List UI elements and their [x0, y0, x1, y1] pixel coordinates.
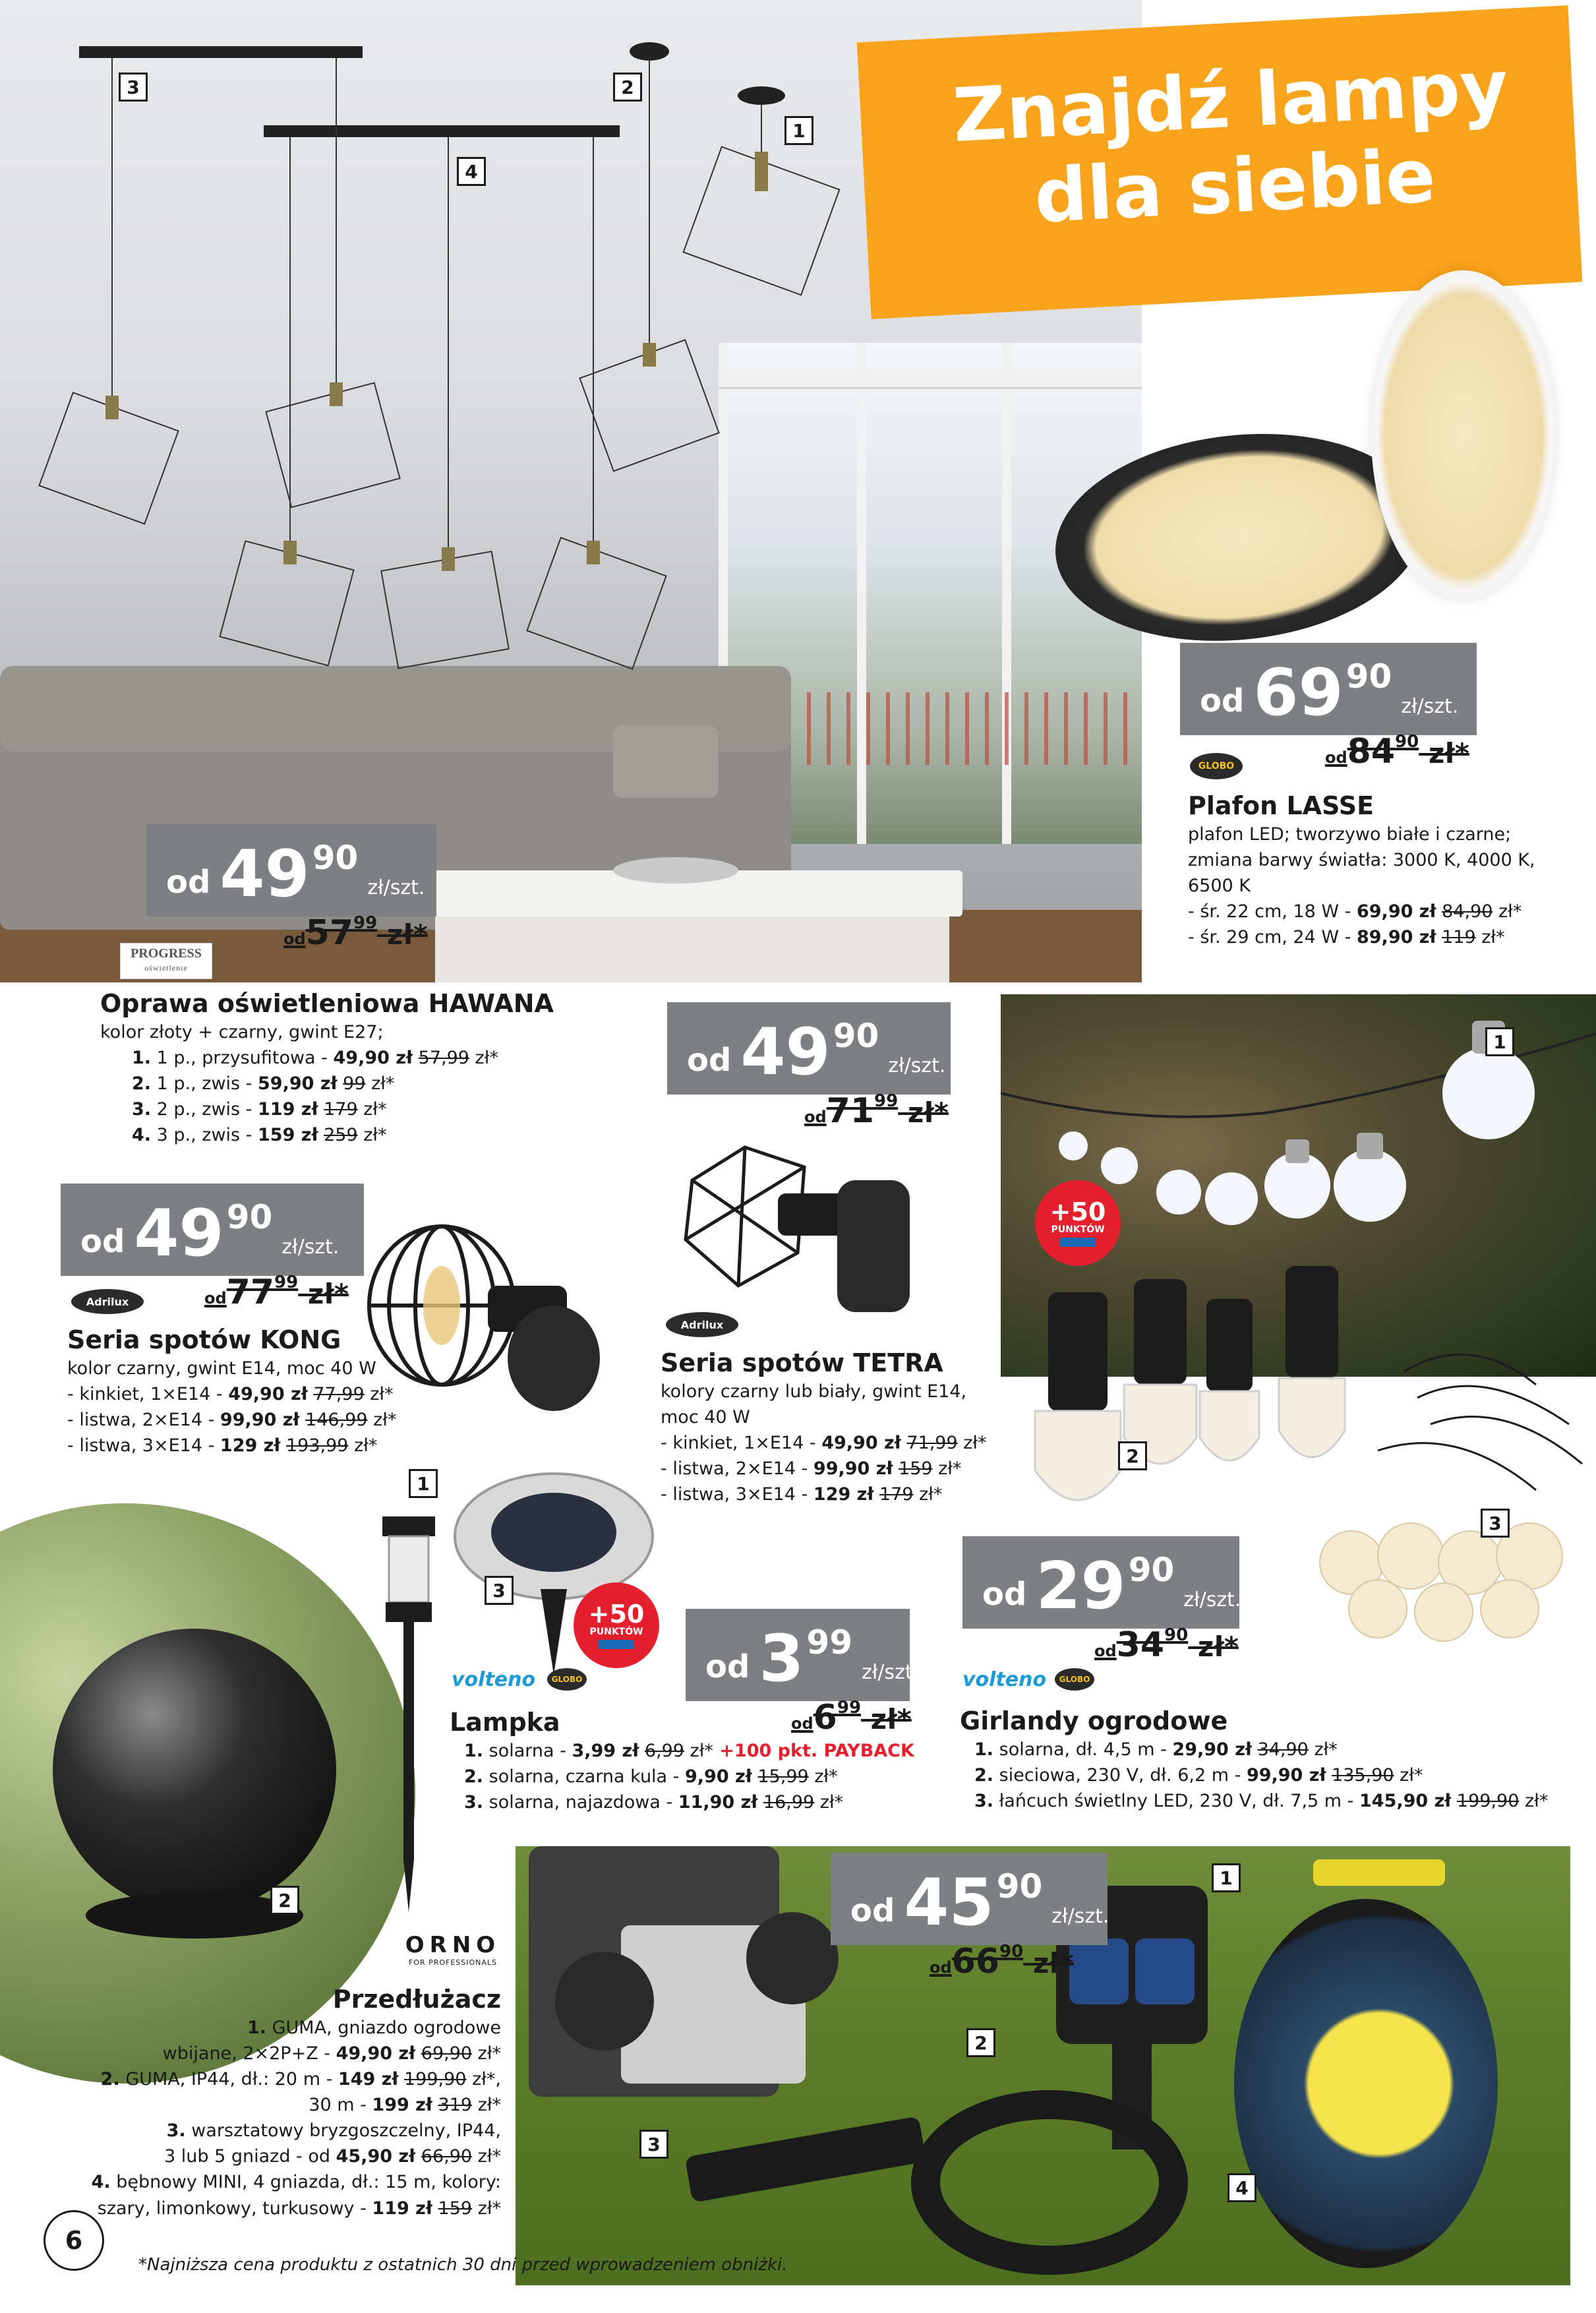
lampka-number-2: 2: [270, 1886, 299, 1915]
kong-title: Seria spotów KONG: [67, 1325, 341, 1354]
lamp-number-4: 4: [457, 157, 486, 186]
przedluzacz-line-1: 1. GUMA, gniazdo ogrodowe: [247, 2017, 501, 2038]
footer-note: *Najniższa cena produktu z ostatnich 30 dni przed wprowadzeniem obniżki.: [138, 2255, 788, 2275]
points-badge-lampka: +50 PUNKTÓW: [574, 1582, 659, 1668]
kong-item-3: - listwa, 3×E14 - 129 zł 193,99 zł*: [67, 1435, 378, 1457]
globo-logo: GLOBO: [1190, 753, 1243, 779]
girlandy-item-2: 2. sieciowa, 230 V, dł. 6,2 m - 99,90 zł 135,90 zł*: [974, 1764, 1423, 1786]
przedluzacz-line-6: 3 lub 5 gniazd - od 45,90 zł 66,90 zł*: [164, 2146, 501, 2167]
girlanda-number-3: 3: [1481, 1509, 1510, 1538]
tetra-price-tag: od 49 90 zł/szt.: [667, 1002, 951, 1095]
cord-number-3: 3: [639, 2130, 668, 2159]
kong-item-1: - kinkiet, 1×E14 - 49,90 zł 77,99 zł*: [67, 1383, 394, 1404]
przedluzacz-line-5: 3. warsztatowy bryzgoszczelny, IP44,: [166, 2120, 501, 2142]
kong-price-tag: od 49 90 zł/szt.: [61, 1184, 364, 1276]
hawana-old-price: $od57^{99}$ zł*: [283, 913, 428, 953]
hawana-price-tag: od 49 90 zł/szt.: [146, 824, 436, 916]
price-unit: zł/szt.: [1401, 695, 1459, 718]
tetra-info: [661, 1348, 1017, 1507]
points-badge-girlandy: +50 PUNKTÓW: [1035, 1180, 1121, 1266]
adrilux-logo: Adrilux: [71, 1289, 144, 1314]
przedluzacz-title: Przedłużacz: [332, 1985, 501, 2014]
hawana-item-1: 1. 1 p., przysufitowa - 49,90 zł 57,99 zł*: [132, 1047, 498, 1068]
tetra-spot-image: [666, 1121, 943, 1332]
volteno-logo-girlandy: volteno: [962, 1668, 1047, 1691]
tetra-item-2: - listwa, 2×E14 - 99,90 zł 159 zł*: [661, 1458, 962, 1480]
lampka-item-1: 1. solarna - 3,99 zł 6,99 zł* +100 pkt. PAYBACK: [464, 1740, 914, 1761]
przedluzacz-line-8: szary, limonkowy, turkusowy - 119 zł 159 zł*: [97, 2198, 501, 2219]
plafon-info: [1188, 791, 1583, 950]
kong-info: [67, 1325, 436, 1458]
hawana-item-2: 2. 1 p., zwis - 59,90 zł 99 zł*: [132, 1073, 395, 1094]
hawana-info: [100, 989, 628, 1148]
power-strip: [685, 2116, 927, 2202]
lampka-item-3: 3. solarna, najazdowa - 11,90 zł 16,99 zł*: [464, 1791, 844, 1813]
globo-logo-girlandy: GLOBO: [1055, 1668, 1094, 1691]
volteno-logo-lampka: volteno: [452, 1668, 536, 1691]
lampka-title: Lampka: [450, 1708, 560, 1737]
lamp-number-2: 2: [613, 73, 642, 102]
girlandy-old-price: $od34^{90}$ zł*: [1094, 1625, 1239, 1665]
page-number: 6: [44, 2210, 104, 2271]
przedluzacz-line-2: wbijane, 2×2P+Z - 49,90 zł 69,90 zł*: [162, 2043, 501, 2064]
tetra-title: Seria spotów TETRA: [661, 1348, 943, 1377]
tetra-desc-2: moc 40 W: [661, 1406, 750, 1427]
lampka-price-tag: od 3 99 zł/szt.: [686, 1609, 910, 1701]
header-line-2: dla siebie: [1032, 133, 1438, 240]
orno-logo: ORNO FOR PROFESSIONALS: [405, 1932, 501, 1967]
girlanda-number-2: 2: [1118, 1441, 1147, 1470]
plafon-variant-1: - śr. 22 cm, 18 W - 69,90 zł 84,90 zł*: [1188, 901, 1522, 922]
header-title: [906, 43, 1560, 247]
przedluzacz-price-tag: od 45 90 zł/szt.: [831, 1853, 1108, 1945]
lampka-number-1: 1: [409, 1469, 438, 1498]
przedluzacz-line-4: 30 m - 199 zł 319 zł*: [309, 2095, 501, 2116]
price-od: od: [1200, 682, 1245, 719]
plafon-desc-1: plafon LED; tworzywo białe i czarne;: [1188, 824, 1512, 845]
girlandy-info: [960, 1706, 1596, 1814]
hawana-desc: kolor złoty + czarny, gwint E27;: [100, 1021, 384, 1042]
hawana-item-3: 3. 2 p., zwis - 119 zł 179 zł*: [132, 1099, 387, 1120]
lampka-old-price: $od6^{99}$ zł*: [791, 1698, 912, 1737]
cord-number-4: 4: [1227, 2173, 1256, 2202]
przedluzacz-line-7: 4. bębnowy MINI, 4 gniazda, dł.: 15 m, kolory:: [91, 2172, 501, 2193]
progress-logo: PROGRESS oświetlenie: [120, 943, 212, 979]
adrilux-logo-tetra: Adrilux: [666, 1312, 738, 1337]
solar-sphere: [53, 1629, 336, 1912]
girlanda-number-1: 1: [1485, 1027, 1514, 1056]
globo-logo-lampka: GLOBO: [547, 1668, 587, 1691]
plafon-price-tag: [1180, 643, 1477, 735]
kong-item-2: - listwa, 2×E14 - 99,90 zł 146,99 zł*: [67, 1409, 397, 1430]
tetra-item-1: - kinkiet, 1×E14 - 49,90 zł 71,99 zł*: [661, 1432, 987, 1453]
lamp-number-3: 3: [119, 73, 148, 102]
kong-old-price: $od77^{99}$ zł*: [204, 1273, 349, 1312]
tetra-item-3: - listwa, 3×E14 - 129 zł 179 zł*: [661, 1484, 943, 1505]
plafon-white-image: [1371, 270, 1556, 600]
kong-desc: kolor czarny, gwint E14, moc 40 W: [67, 1358, 376, 1379]
cable-coil: [911, 2090, 1188, 2275]
girlandy-price-tag: od 29 90 zł/szt.: [962, 1536, 1239, 1629]
przedluzacz-info: [26, 1985, 501, 2221]
plafon-old-price: $od84^{90}$ zł*: [1325, 732, 1469, 771]
lampka-stake-image: [369, 1490, 461, 1952]
przedluzacz-line-3: 2. GUMA, IP44, dł.: 20 m - 149 zł 199,90 zł*,: [100, 2068, 501, 2089]
plafon-title: Plafon LASSE: [1188, 791, 1374, 820]
hawana-item-4: 4. 3 p., zwis - 159 zł 259 zł*: [132, 1125, 387, 1146]
price-cents: 90: [1345, 657, 1392, 696]
price-main: 69: [1253, 655, 1344, 731]
tetra-old-price: $od71^{99}$ zł*: [804, 1091, 949, 1131]
cable-reel: [1234, 1899, 1498, 2268]
girlandy-item-1: 1. solarna, dł. 4,5 m - 29,90 zł 34,90 zł*: [974, 1739, 1338, 1760]
girlandy-title: Girlandy ogrodowe: [960, 1706, 1228, 1735]
przedluzacz-old-price: $od66^{90}$ zł*: [930, 1942, 1074, 1981]
plafon-desc-2: zmiana barwy światła: 3000 K, 4000 K,: [1188, 849, 1535, 870]
lamp-number-1: 1: [784, 116, 813, 145]
lampka-info: [450, 1708, 937, 1815]
lampka-number-3: 3: [485, 1576, 514, 1605]
cord-number-2: 2: [966, 2028, 995, 2057]
header-line-1: Znajdź lampy: [951, 44, 1510, 160]
plafon-variant-2: - śr. 29 cm, 24 W - 89,90 zł 119 zł*: [1188, 927, 1505, 948]
cord-number-1: 1: [1212, 1863, 1241, 1892]
plafon-desc-3: 6500 K: [1188, 875, 1251, 896]
girlandy-item-3: 3. łańcuch świetlny LED, 230 V, dł. 7,5 m - 145,90 zł 199,90 zł*: [974, 1790, 1549, 1811]
lampka-item-2: 2. solarna, czarna kula - 9,90 zł 15,99 zł*: [464, 1766, 838, 1787]
tetra-desc-1: kolory czarny lub biały, gwint E14,: [661, 1381, 967, 1402]
hawana-title: Oprawa oświetleniowa HAWANA: [100, 989, 554, 1018]
